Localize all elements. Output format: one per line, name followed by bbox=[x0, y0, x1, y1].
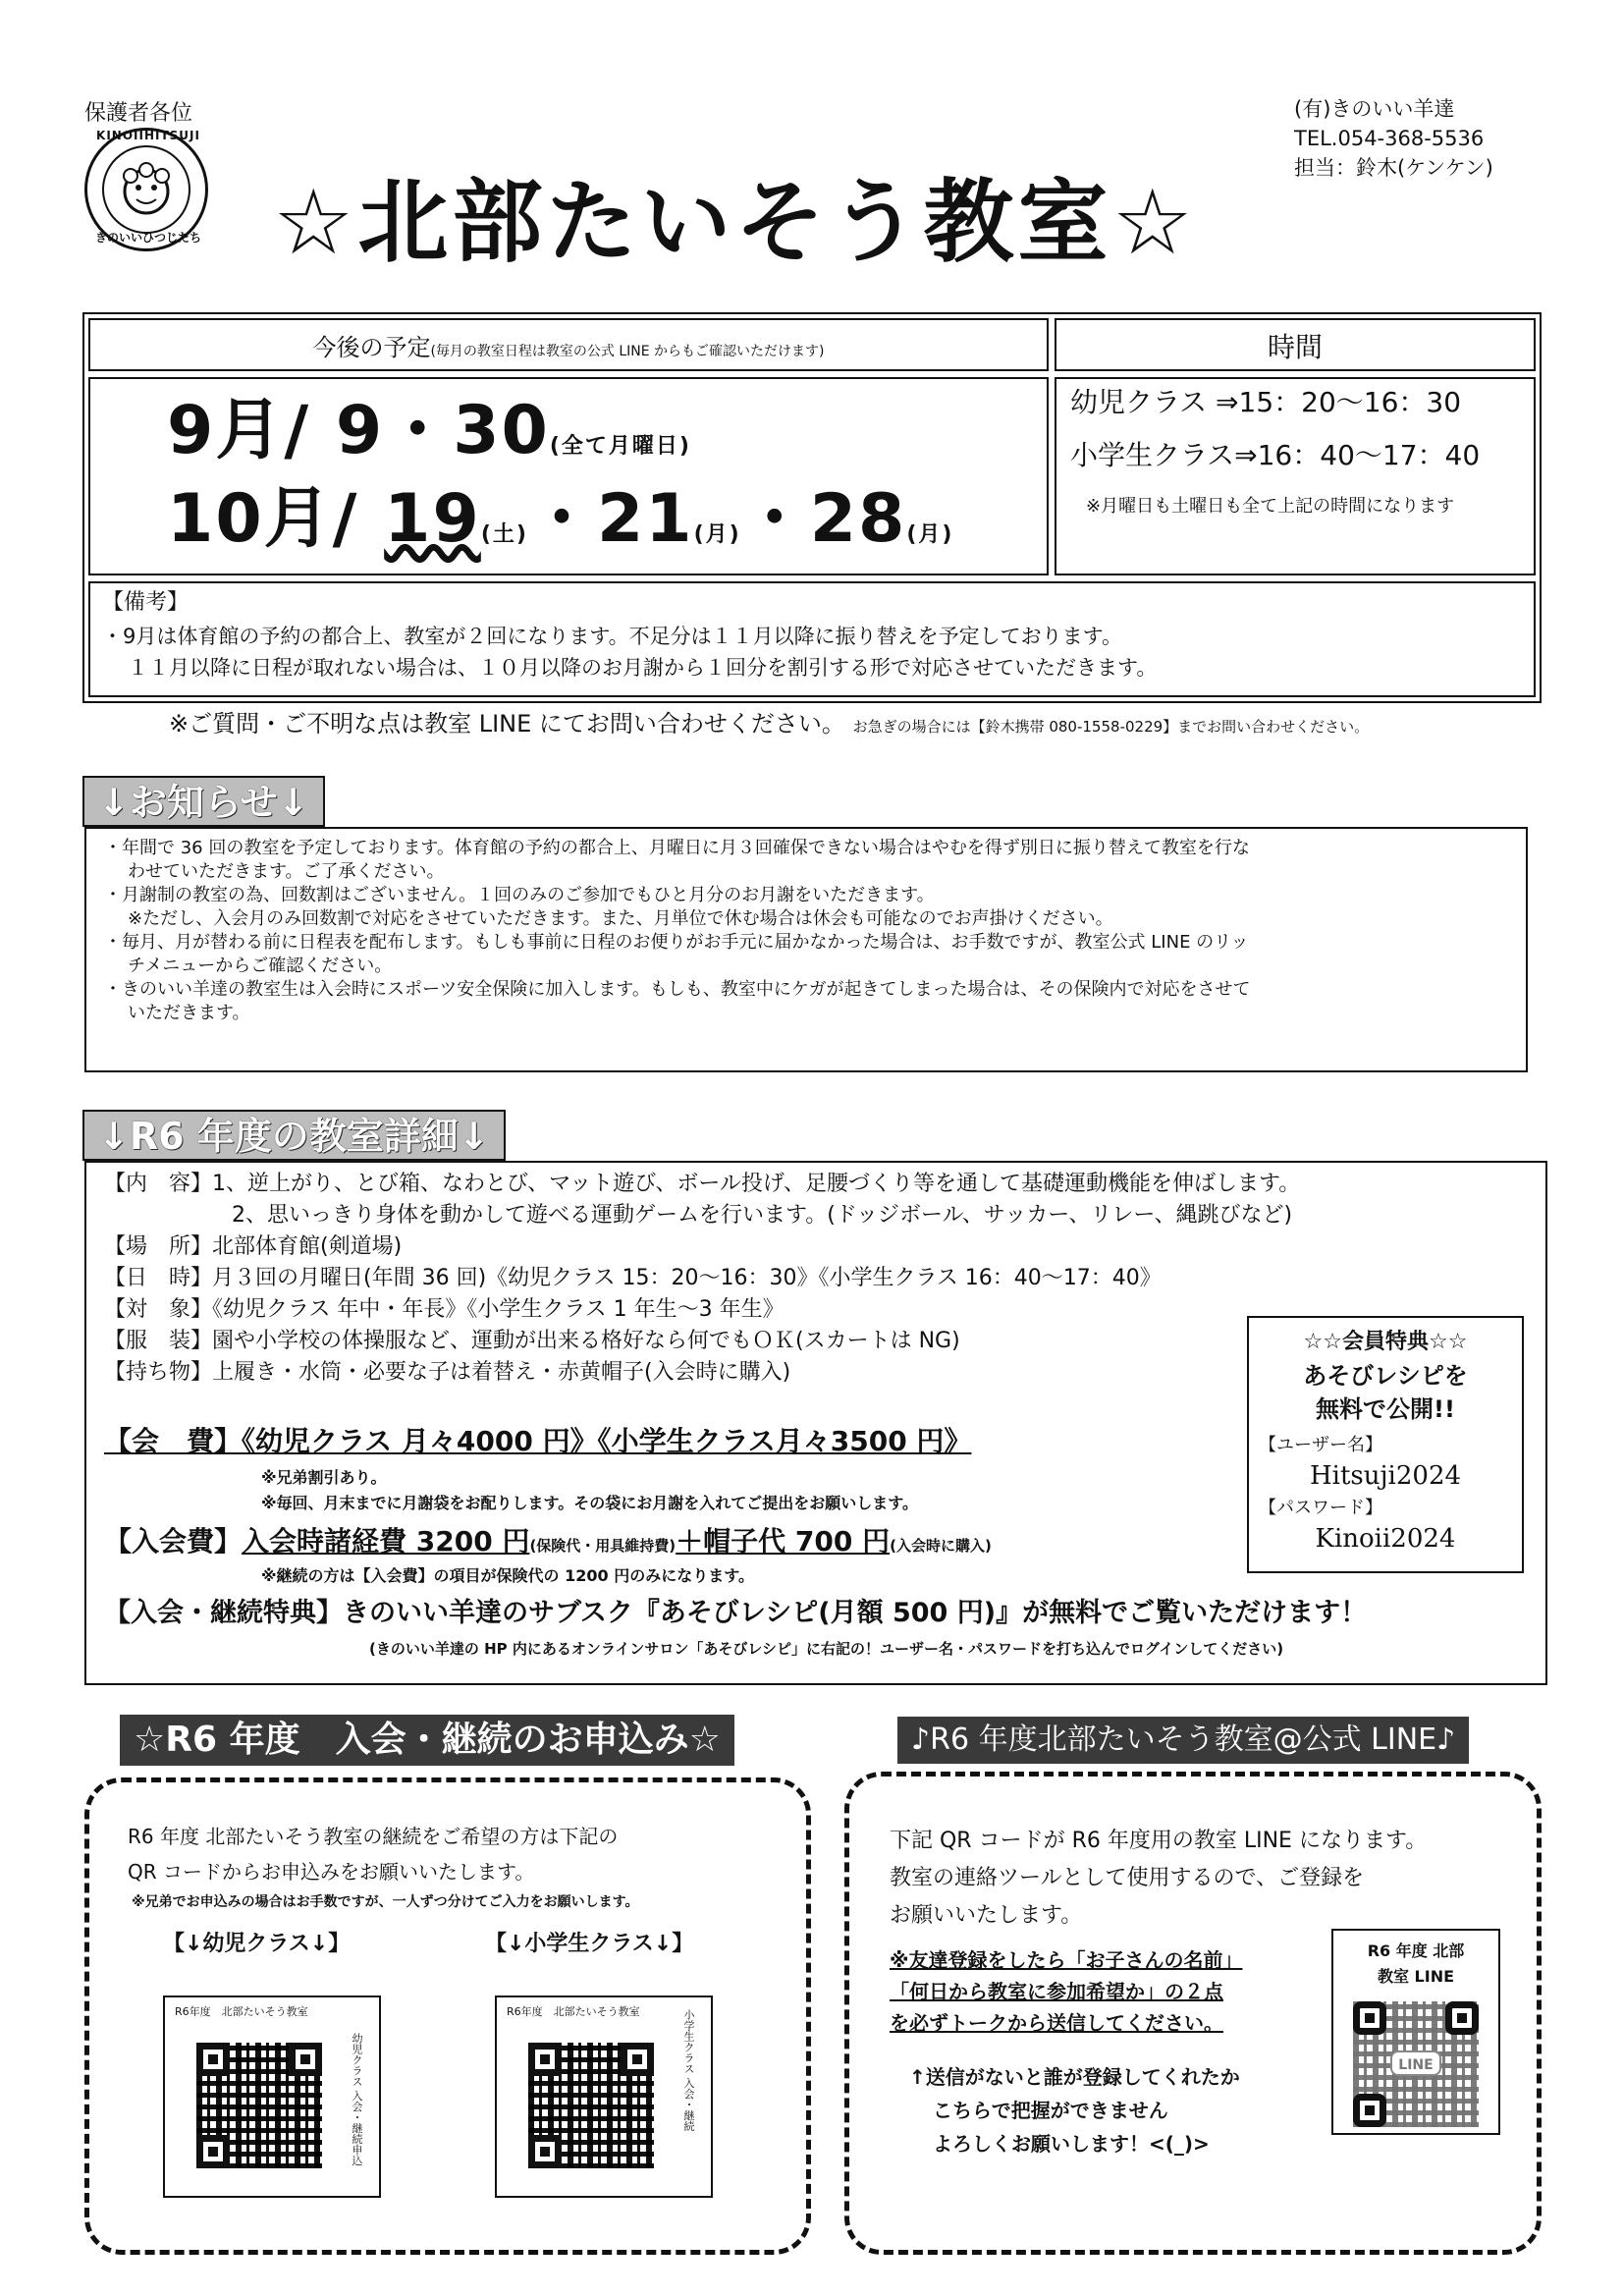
line-banner: ♪R6 年度北部たいそう教室@公式 LINE♪ bbox=[897, 1717, 1469, 1764]
logo bbox=[84, 128, 208, 251]
line-qr-title-2: 教室 LINE bbox=[1377, 1967, 1455, 1986]
remarks-line-1: ・9月は体育館の予約の都合上、教室が２回になります。不足分は１１月以降に振り替えを予定しております。 bbox=[102, 625, 1122, 648]
times-label: 時間 bbox=[1267, 331, 1323, 363]
line-note-2: 「何日から教室に参加希望か」の２点 bbox=[890, 1980, 1223, 2003]
line-msg-2: こちらで把握ができません bbox=[933, 2099, 1168, 2122]
notice-line: ・毎月、月が替わる前に日程表を配布します。もしも事前に日程のお便りがお手元に届かなかった場合は、お手数ですが、教室公式 LINE のリッ bbox=[104, 932, 1249, 953]
detail-content-1: 【内 容】1、逆上がり、とび箱、なわとび、マット遊び、ボール投げ、足腰づくり等を通して基礎運動機能を伸ばします。 bbox=[104, 1172, 1301, 1196]
detail-datetime: 【日 時】月３回の月曜日(年間 36 回)《幼児クラス 15：20〜16：30》《小学生クラス 16：40〜17：40》 bbox=[104, 1266, 1162, 1290]
notice-line: ※ただし、入会月のみ回数割で対応をさせていただきます。また、月単位で休む場合は休会も可能なのでお声掛けください。 bbox=[128, 908, 1113, 929]
recipient: 保護者各位 bbox=[84, 101, 193, 126]
member-line-3: 無料で公開!! bbox=[1316, 1395, 1455, 1423]
line-msg-3: よろしくお願いします！<(_)> bbox=[933, 2132, 1210, 2156]
apply-elem-label: 【↓小学生クラス↓】 bbox=[485, 1932, 694, 1956]
qr-kids-side-text: 幼児クラス 入会・継続申込 bbox=[351, 2033, 363, 2166]
detail-clothes: 【服 装】園や小学校の体操服など、運動が出来る格好なら何でもＯＫ(スカートは NG) bbox=[104, 1329, 960, 1353]
apply-line-2: QR コードからお申込みをお願いいたします。 bbox=[128, 1860, 535, 1884]
line-qr-title-1: R6 年度 北部 bbox=[1367, 1941, 1465, 1960]
member-username: Hitsuji2024 bbox=[1309, 1461, 1462, 1491]
line-msg-1: ↑送信がないと誰が登録してくれたか bbox=[909, 2065, 1240, 2089]
detail-bonus: 【入会・継続特典】きのいい羊達のサブスク『あそびレシピ(月額 500 円)』が無料でご覧いただけます！ bbox=[104, 1598, 1368, 1628]
qr-finder bbox=[1353, 2001, 1386, 2035]
qr-finder bbox=[621, 2043, 654, 2076]
notice-line: ・年間で 36 回の教室を予定しております。体育館の予約の都合上、月曜日に月３回確保できない場合はやむを得ず別日に振り替えて教室を行な bbox=[104, 838, 1250, 858]
line-text-1: 下記 QR コードが R6 年度用の教室 LINE になります。 bbox=[890, 1829, 1428, 1853]
line-text-2: 教室の連絡ツールとして使用するので、ご登録を bbox=[890, 1866, 1365, 1890]
qr-finder bbox=[289, 2043, 322, 2076]
line-logo-icon: LINE bbox=[1390, 2050, 1441, 2076]
qr-kids-heading: R6年度 北部たいそう教室 bbox=[175, 2005, 308, 2018]
qr-finder bbox=[528, 2043, 562, 2076]
qr-finder bbox=[1445, 2001, 1479, 2035]
time-kids: 幼児クラス ⇒15：20〜16：30 bbox=[1070, 386, 1462, 418]
apply-banner: ☆R6 年度 入会・継続のお申込み☆ bbox=[120, 1715, 734, 1766]
member-line-2: あそびレシピを bbox=[1303, 1362, 1468, 1390]
company: (有)きのいい羊達 bbox=[1294, 97, 1455, 121]
member-password: Kinoii2024 bbox=[1315, 1524, 1456, 1554]
date-row-september: 9月/ 9・30(全て月曜日) bbox=[167, 392, 691, 469]
contact-note-sub: お急ぎの場合には【鈴木携帯 080-1558-0229】までお問い合わせください。 bbox=[852, 718, 1370, 736]
apply-line-1: R6 年度 北部たいそう教室の継続をご希望の方は下記の bbox=[128, 1825, 619, 1848]
fee-note-1: ※兄弟割引あり。 bbox=[261, 1468, 387, 1487]
detail-items: 【持ち物】上履き・水筒・必要な子は着替え・赤黄帽子(入会時に購入) bbox=[104, 1360, 791, 1385]
time-note: ※月曜日も土曜日も全て上記の時間になります bbox=[1086, 496, 1455, 517]
notice-line: ・きのいい羊達の教室生は入会時にスポーツ安全保険に加入します。もしも、教室中にケガが起きてしまった場合は、その保険内で対応をさせて bbox=[104, 979, 1251, 1000]
detail-target: 【対 象】《幼児クラス 年中・年長》《小学生クラス 1 年生〜3 年生》 bbox=[104, 1297, 785, 1322]
time-elem: 小学生クラス⇒16：40〜17：40 bbox=[1070, 439, 1481, 471]
date-row-october: 10月/ 19(土)・21(月)・28(月) bbox=[167, 480, 954, 558]
line-qr-card[interactable] bbox=[1331, 1929, 1500, 2135]
notice-line: チメニューからご確認ください。 bbox=[128, 956, 393, 976]
qr-finder bbox=[196, 2135, 230, 2168]
member-user-label: 【ユーザー名】 bbox=[1259, 1435, 1382, 1455]
remarks-label: 【備考】 bbox=[102, 590, 189, 615]
bonus-note: (きのいい羊達の HP 内にあるオンラインサロン「あそびレシピ」に右記の！ユーザー名・パスワードを打ち込んでログインしてください) bbox=[369, 1640, 1284, 1658]
detail-place: 【場 所】北部体育館(剣道場) bbox=[104, 1234, 403, 1259]
detail-content-2: 2、思いっきり身体を動かして遊べる運動ゲームを行います。(ドッジボール、サッカー、リレー、縄跳びなど) bbox=[232, 1203, 1293, 1228]
contact-note: ※ご質問・ご不明な点は教室 LINE にてお問い合わせください。 お急ぎの場合には【鈴木携帯 080-1558-0229】までお問い合わせください。 bbox=[169, 710, 1370, 738]
qr-elem-card[interactable] bbox=[495, 1995, 713, 2198]
qr-finder bbox=[528, 2135, 562, 2168]
schedule-label: 今後の予定(毎月の教室日程は教室の公式 LINE からもご確認いただけます) bbox=[312, 334, 825, 361]
entry-note: ※継続の方は【入会費】の項目が保険代の 1200 円のみになります。 bbox=[261, 1566, 754, 1585]
notice-list bbox=[104, 837, 1250, 1025]
qr-finder bbox=[196, 2043, 230, 2076]
detail-entry-fee: 【入会費】入会時諸経費 3200 円(保険代・用具維持費)＋帽子代 700 円(入会時に購入) bbox=[104, 1525, 992, 1558]
fee-note-2: ※毎回、月末までに月謝袋をお配りします。その袋にお月謝を入れてご提出をお願いします。 bbox=[261, 1494, 918, 1512]
remarks-line-2: １１月以降に日程が取れない場合は、１０月以降のお月謝から１回分を割引する形で対応させていただきます。 bbox=[128, 656, 1158, 680]
notice-line: ・月謝制の教室の為、回数割はございません。１回のみのご参加でもひと月分のお月謝をいただきます。 bbox=[104, 885, 935, 905]
tel: TEL.054-368-5536 bbox=[1294, 127, 1485, 150]
qr-kids-card[interactable] bbox=[163, 1995, 381, 2198]
details-banner: ↓R6 年度の教室詳細↓ bbox=[82, 1110, 506, 1161]
member-line-1: ☆☆会員特典☆☆ bbox=[1303, 1330, 1468, 1354]
schedule-label-note: (毎月の教室日程は教室の公式 LINE からもご確認いただけます) bbox=[430, 344, 825, 359]
qr-elem-heading: R6年度 北部たいそう教室 bbox=[507, 2005, 640, 2018]
logo-bottom-text: きのいいひつじたち bbox=[94, 231, 201, 245]
line-note-3: を必ずトークから送信してください。 bbox=[890, 2011, 1223, 2035]
notice-line: わせていただきます。ご了承ください。 bbox=[128, 861, 445, 882]
page-title: ☆北部たいそう教室☆ bbox=[273, 170, 1197, 275]
member-pass-label: 【パスワード】 bbox=[1259, 1498, 1382, 1518]
notice-line: いただきます。 bbox=[128, 1003, 250, 1023]
qr-elem-side-text: 小学生クラス 入会・継続 bbox=[682, 2009, 695, 2132]
logo-top-text: KINOIIHITSUJI bbox=[96, 129, 200, 142]
apply-kids-label: 【↓幼児クラス↓】 bbox=[163, 1932, 351, 1956]
details-list bbox=[104, 1169, 1300, 1389]
detail-fee: 【会 費】《幼児クラス 月々4000 円》《小学生クラス月々3500 円》 bbox=[104, 1425, 972, 1457]
qr-finder bbox=[1353, 2094, 1386, 2127]
notice-banner: ↓お知らせ↓ bbox=[82, 776, 325, 827]
apply-note: ※兄弟でお申込みの場合はお手数ですが、一人ずつ分けてご入力をお願いします。 bbox=[132, 1894, 639, 1910]
contact-person: 担当：鈴木(ケンケン) bbox=[1294, 156, 1493, 180]
line-text-3: お願いいたします。 bbox=[890, 1903, 1083, 1928]
line-note-1: ※友達登録をしたら「お子さんの名前」 bbox=[890, 1948, 1243, 1972]
